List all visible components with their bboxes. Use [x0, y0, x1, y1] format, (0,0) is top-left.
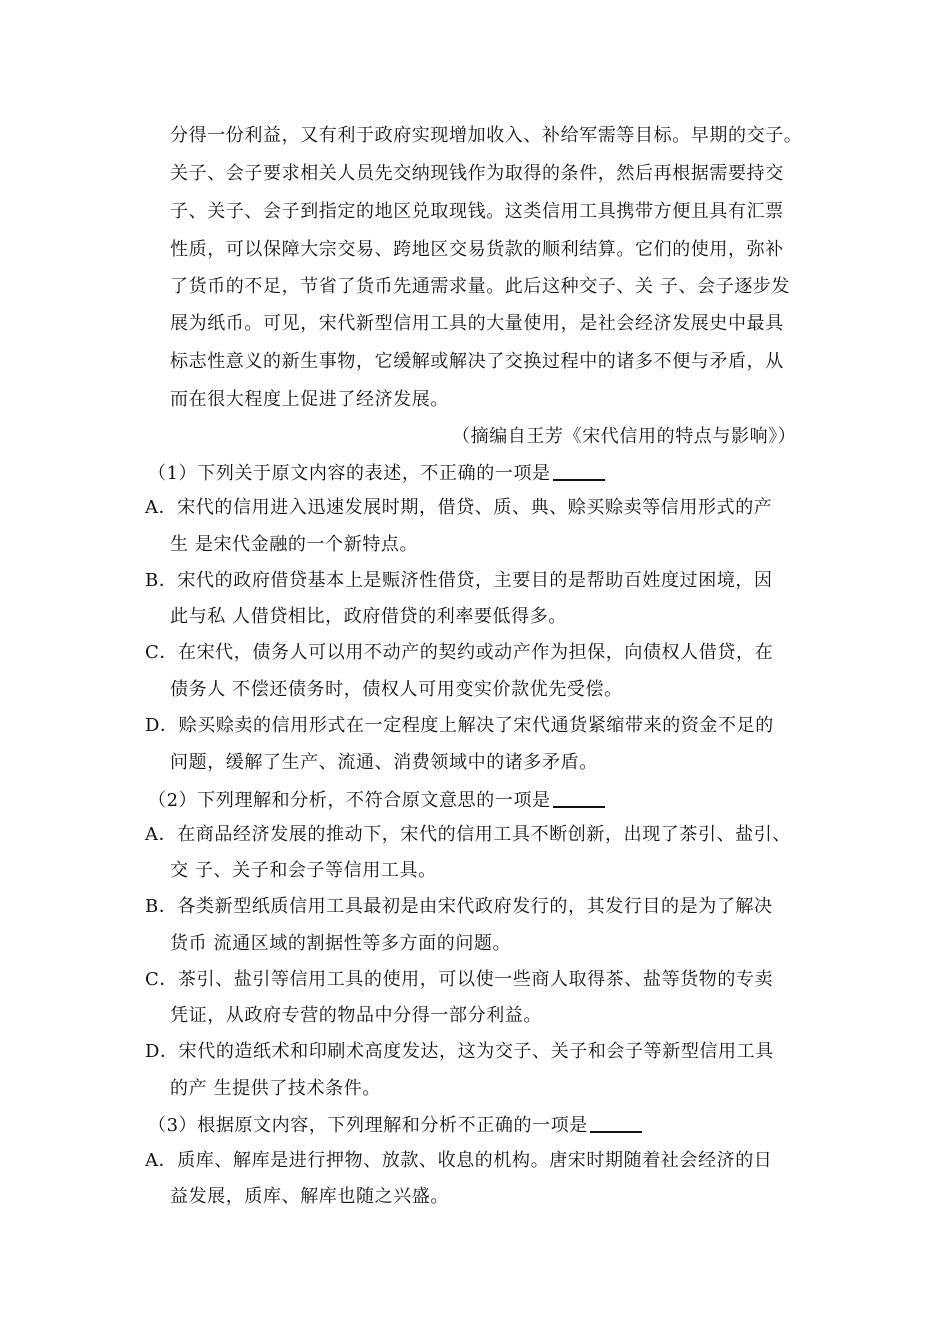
passage-line: 分得一份利益，又有利于政府实现增加收入、补给军需等目标。早期的交子。 [170, 125, 803, 146]
q2-option-a-cont: 交 子、关子和会子等信用工具。 [170, 860, 437, 881]
answer-blank [590, 1113, 642, 1133]
source-citation: （摘编自王芳《宋代信用的特点与影响》） [452, 426, 797, 447]
question-2-stem: （2）下列理解和分析，不符合原文意思的一项是 [148, 788, 605, 813]
q1-option-b-cont: 此与私 人借贷相比，政府借贷的利率要低得多。 [170, 606, 567, 627]
q2-option-d: D．宋代的造纸术和印刷术高度发达，这为交子、关子和会子等新型信用工具 [145, 1041, 774, 1062]
answer-blank [553, 788, 605, 808]
q3-option-a-cont: 益发展，质库、解库也随之兴盛。 [170, 1186, 449, 1207]
q2-option-c: C．茶引、盐引等信用工具的使用，可以使一些商人取得茶、盐等货物的专卖 [145, 969, 774, 990]
q1-option-c-cont: 债务人 不偿还债务时，债权人可用变实价款优先受偿。 [170, 679, 623, 700]
q2-option-d-cont: 的产 生提供了技术条件。 [170, 1078, 381, 1099]
q2-option-c-cont: 凭证，从政府专营的物品中分得一部分利益。 [170, 1005, 542, 1026]
passage-line: 子、关子、会子到指定的地区兑取现钱。这类信用工具携带方便且具有汇票 [170, 201, 784, 222]
q1-option-d-cont: 问题，缓解了生产、流通、消费领域中的诸多矛盾。 [170, 752, 598, 773]
q2-option-b-cont: 货币 流通区域的割据性等多方面的问题。 [170, 933, 512, 954]
q2-option-a: A．在商品经济发展的推动下，宋代的信用工具不断创新，出现了茶引、盐引、 [145, 824, 791, 845]
passage-line: 标志性意义的新生事物，它缓解或解决了交换过程中的诸多不便与矛盾，从 [170, 351, 784, 372]
passage-line: 而在很大程度上促进了经济发展。 [170, 389, 449, 410]
passage-line: 性质，可以保障大宗交易、跨地区交易货款的顺利结算。它们的使用，弥补 [170, 239, 784, 260]
passage-line: 展为纸币。可见，宋代新型信用工具的大量使用，是社会经济发展史中最具 [170, 313, 784, 334]
q1-option-d: D．赊买赊卖的信用形式在一定程度上解决了宋代通货紧缩带来的资金不足的 [145, 715, 774, 736]
q3-option-a: A．质库、解库是进行押物、放款、收息的机构。唐宋时期随着社会经济的日 [145, 1150, 773, 1171]
passage-line: 关子、会子要求相关人员先交纳现钱作为取得的条件，然后再根据需要持交 [170, 163, 784, 184]
q1-option-c: C．在宋代，债务人可以用不动产的契约或动产作为担保，向债权人借贷，在 [145, 642, 774, 663]
q1-option-a-cont: 生 是宋代金融的一个新特点。 [170, 534, 419, 555]
q2-option-b: B．各类新型纸质信用工具最初是由宋代政府发行的，其发行目的是为了解决 [145, 896, 773, 917]
answer-blank [553, 461, 605, 481]
question-1-stem: （1）下列关于原文内容的表述，不正确的一项是 [148, 461, 605, 486]
q1-option-b: B．宋代的政府借贷基本上是赈济性借贷，主要目的是帮助百姓度过困境，因 [145, 570, 773, 591]
q1-option-a: A．宋代的信用进入迅速发展时期，借贷、质、典、赊买赊卖等信用形式的产 [145, 497, 773, 518]
question-3-stem: （3）根据原文内容，下列理解和分析不正确的一项是 [148, 1113, 642, 1138]
passage-line: 了货币的不足，节省了货币先通需求量。此后这种交子、关 子、会子逐步发 [170, 276, 791, 297]
